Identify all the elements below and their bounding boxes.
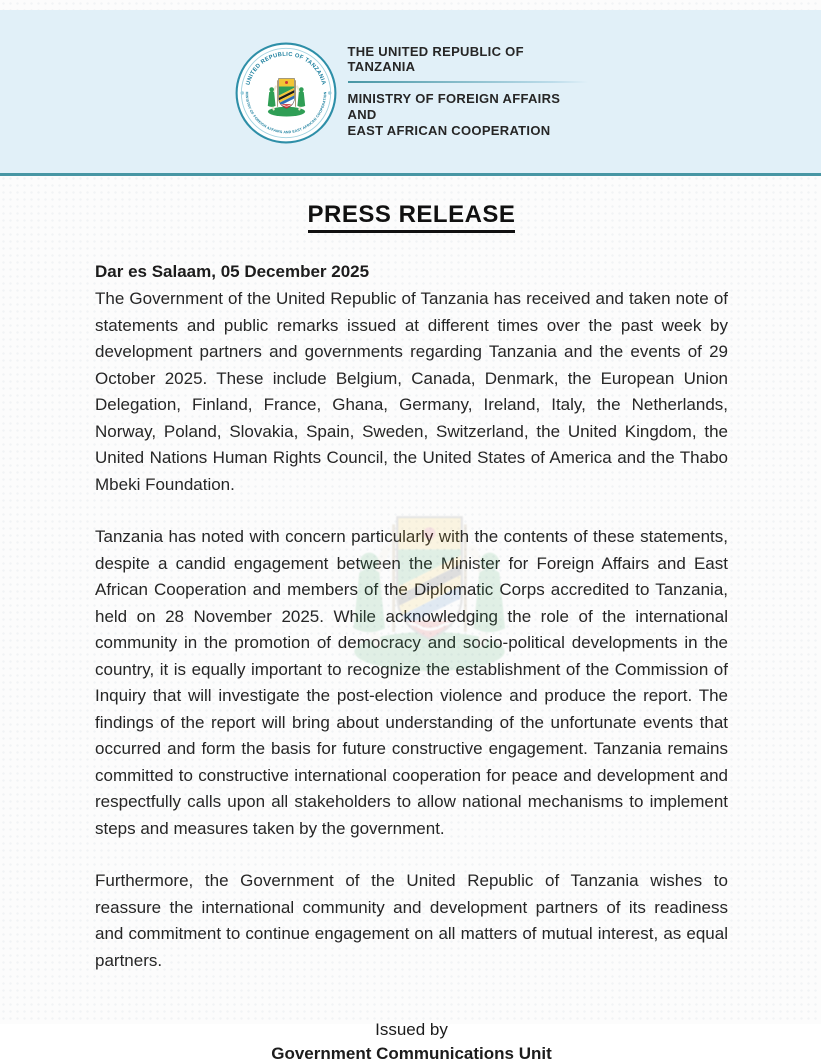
letterhead-band [0,10,821,176]
signature-block [95,1020,728,1064]
country-name: THE UNITED REPUBLIC OF TANZANIA [347,43,524,74]
page-title: PRESS RELEASE [308,201,516,233]
paragraph-3: Furthermore, the Government of the United Republic of Tanzania wishes to reassure the international community and development partners of its readiness and commitment to continue engagement on all matters of mutual interest, as equal partners. [95,871,728,970]
seal-top-text: UNITED REPUBLIC OF TANZANIA [245,51,326,86]
issuing-unit: Government Communications Unit [271,1044,552,1064]
ministry-seal-icon [234,41,338,145]
seal-bottom-text: MINISTRY OF FOREIGN AFFAIRS AND EAST AFRICAN COOPERATION [244,91,327,134]
dateline: Dar es Salaam, 05 December 2025 [95,262,370,281]
letterhead-divider [348,81,588,83]
ministry-name-line2: EAST AFRICAN COOPERATION [347,123,551,139]
paragraph-2: Tanzania has noted with concern particularly with the contents of these statements, despite a candid engagement between the Minister for Foreign Affairs and East African Cooperation and members of the Diplomatic Corps accredited to Tanzania, held on 28 November 2025. While acknowledging the role of the international community in the promotion of democracy and socio-political developments in the country, it is equally important to recognize the establishment of the Commission of Inquiry that will investigate the post-election violence and produce the report. The findings of the report will bring about understanding of the unfortunate events that occurred and form the basis for future constructive engagement. Tanzania remains committed to constructive international cooperation for peace and development and respectfully calls upon all stakeholders to allow national mechanisms to implement steps and measures taken by the government. [95,527,728,838]
issued-by-label: Issued by [375,1020,448,1040]
letterhead-text [348,44,588,140]
ministry-name-line1: MINISTRY OF FOREIGN AFFAIRS AND [347,90,561,122]
document-body [0,179,821,1064]
paragraph-1: The Government of the United Republic of Tanzania has received and taken note of statements and public remarks issued at different times over the past week by development partners and governments regarding Tanzania and the events of 29 October 2025. These include Belgium, Canada, Denmark, the European Union Delegation, Finland, France, Ghana, Germany, Ireland, Italy, the Netherlands, Norway, Poland, Slovakia, Spain, Sweden, Switzerland, the United Kingdom, the United Nations Human Rights Council, the United States of America and the Thabo Mbeki Foundation. [95,289,728,494]
